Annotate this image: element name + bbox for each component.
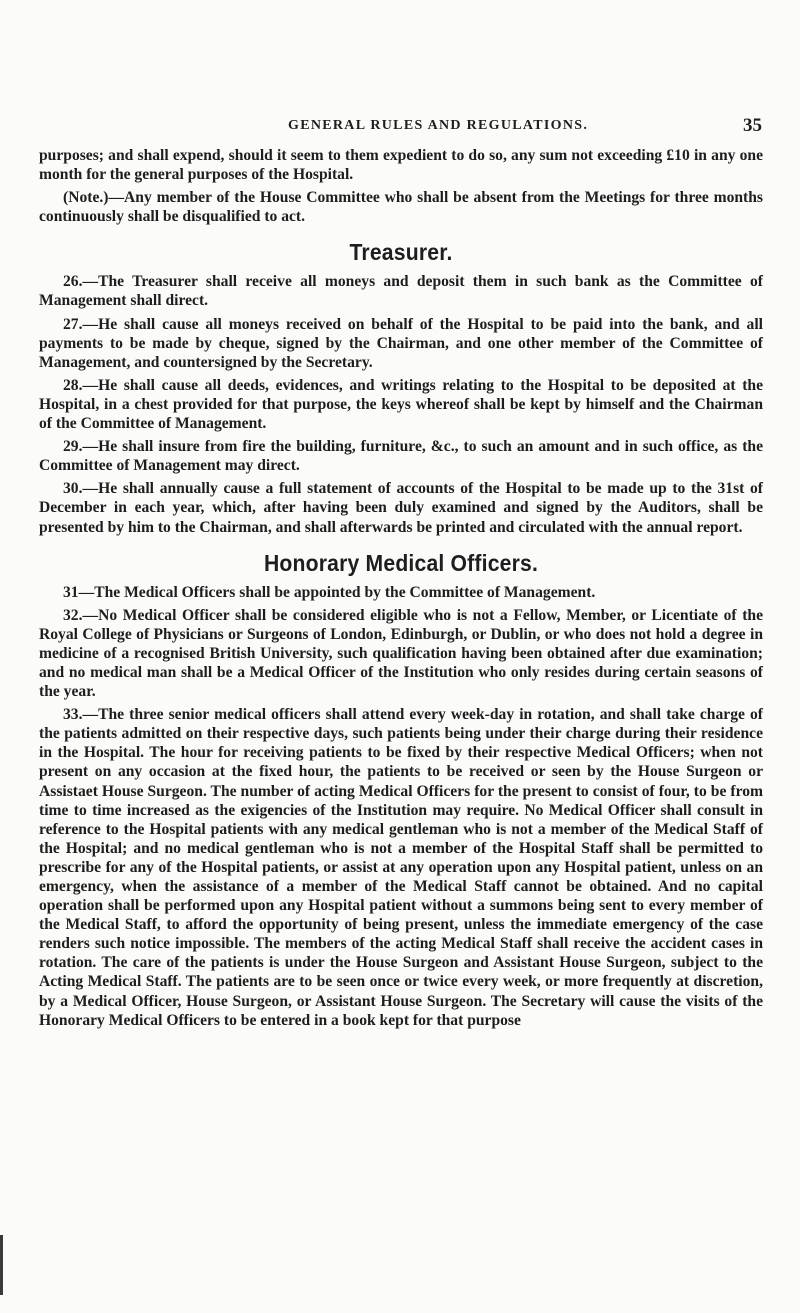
- rule-27: 27.—He shall cause all moneys received on behalf of the Hospital to be paid into the bank, and all payments to be made by cheque, signed by the Chairman, and one other member of the Committee of Management, and countersigned by the Secretary.: [39, 315, 763, 371]
- continued-paragraph: purposes; and shall expend, should it seem to them expedient to do so, any sum not exceeding £10 in any one month for the general purposes of the Hospital.: [39, 147, 763, 184]
- section-heading-medical-officers: Honorary Medical Officers.: [263, 549, 539, 576]
- scan-edge-mark: [0, 1235, 3, 1295]
- rule-29: 29.—He shall insure from fire the building, furniture, &c., to such an amount and in such office, as the Committee of Management may direct.: [39, 438, 763, 475]
- running-header: [0, 115, 800, 138]
- section-heading-treasurer: Treasurer.: [349, 239, 453, 266]
- rule-33: 33.—The three senior medical officers shall attend every week-day in rotation, and shall take charge of the patients admitted on their respective days, such patients being under their charge during their residence in the Hospital. The hour for receiving patients to be fixed by their respective Medical Officers; when not present on any occasion at the fixed hour, the patients to be received or seen by the House Surgeon or Assistaet House Surgeon. The number of acting Medical Officers for the present to consist of four, to be from time to time increased as the exigencies of the Institution may require. No Medical Officer shall consult in reference to the Hospital patients with any medical gentleman who is not a member of the Medical Staff of the Hospital; and no medical gentleman who is not a member of the Hospital Staff shall be permitted to prescribe for any of the Hospital patients, or assist at any operation upon any Hospital patient, unless on an emergency, when the assistance of a member of the Medical Staff cannot be obtained. And no capital operation shall be performed upon any Hospital patient without a summons being sent to every member of the Medical Staff, to afford the opportunity of being present, unless the immediate emergency of the case renders such notice impossible. The members of the acting Medical Staff shall receive the accident cases in rotation. The care of the patients is under the House Surgeon and Assistant House Surgeon, subject to the Acting Medical Staff. The patients are to be seen once or twice every week, or more frequently at discretion, by a Medical Officer, House Surgeon, or Assistant House Surgeon. The Secretary will cause the visits of the Honorary Medical Officers to be entered in a book kept for that purpose: [39, 706, 763, 1029]
- rule-32: 32.—No Medical Officer shall be considered eligible who is not a Fellow, Member, or Licentiate of the Royal College of Physicians or Surgeons of London, Edinburgh, or Dublin, or who does not hold a degree in medicine of a recognised British University, such qualification having been obtained after due examination; and no medical man shall be a Medical Officer of the Institution who only resides during certain seasons of the year.: [39, 606, 763, 701]
- running-title: GENERAL RULES AND REGULATIONS.: [288, 118, 589, 133]
- rule-30: 30.—He shall annually cause a full statement of accounts of the Hospital to be made up to the 31st of December in each year, which, after having been duly examined and signed by the Auditors, shall be presented by him to the Chairman, and shall afterwards be printed and circulated with the annual report.: [39, 480, 763, 536]
- page-number: 35: [743, 115, 762, 136]
- rule-28: 28.—He shall cause all deeds, evidences, and writings relating to the Hospital to be deposited at the Hospital, in a chest provided for that purpose, the keys whereof shall be kept by himself and the Chairman of the Committee of Management.: [39, 376, 763, 433]
- rule-26: 26.—The Treasurer shall receive all moneys and deposit them in such bank as the Committee of Management shall direct.: [39, 273, 763, 310]
- rule-31: 31—The Medical Officers shall be appointed by the Committee of Management.: [63, 583, 596, 601]
- page-body: [39, 146, 763, 1030]
- note-paragraph: (Note.)—Any member of the House Committee who shall be absent from the Meetings for three months continuously shall be disqualified to act.: [39, 189, 763, 226]
